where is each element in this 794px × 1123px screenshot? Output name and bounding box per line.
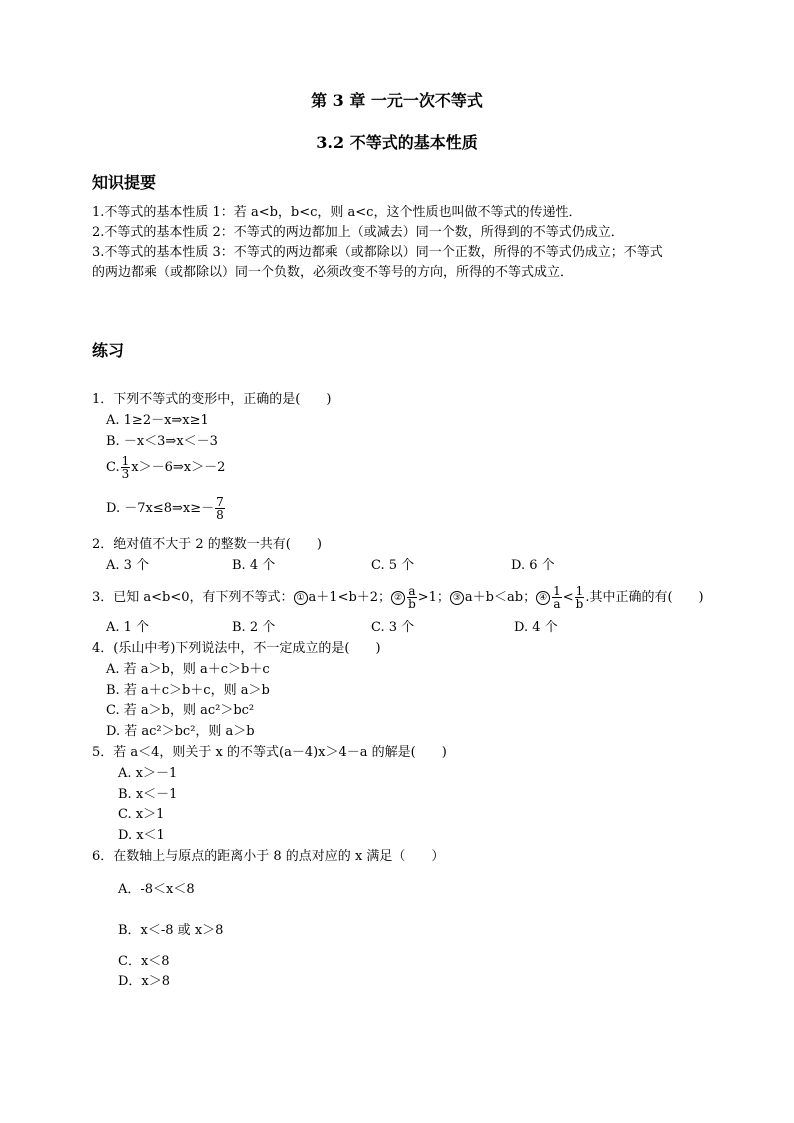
q6-option-b: B．x＜-8 或 x＞8 bbox=[118, 923, 224, 938]
q1-option-b: B. －x＜3⇒x＜－3 bbox=[106, 434, 218, 449]
q1-stem: 1．下列不等式的变形中，正确的是( ) bbox=[92, 392, 332, 407]
q1-option-c: C. $\frac{1}{3}$ x＞－6⇒x＞－2 bbox=[106, 454, 226, 481]
q3-option-a: A. 1 个 bbox=[106, 620, 150, 635]
q2-option-d: D. 6 个 bbox=[511, 558, 555, 573]
section-title: 3.2 不等式的基本性质 bbox=[316, 133, 478, 152]
knowledge-line-1: 1.不等式的基本性质 1：若 a<b，b<c，则 a<c，这个性质也叫做不等式的传递性． bbox=[92, 205, 582, 220]
q5-option-c: C. x＞1 bbox=[118, 807, 165, 822]
circled-number-4: ④ bbox=[536, 591, 550, 605]
q4-option-c: C. 若 a＞b，则 ac²＞bc² bbox=[106, 703, 255, 718]
q6-option-a: A．-8＜x＜8 bbox=[118, 882, 195, 897]
q6-option-d: D．x＞8 bbox=[118, 974, 171, 989]
knowledge-line-4: 的两边都乘（或都除以）同一个负数，必须改变不等号的方向，所得的不等式成立． bbox=[92, 265, 574, 280]
circled-number-3: ③ bbox=[450, 591, 464, 605]
circled-number-1: ① bbox=[294, 591, 308, 605]
q2-option-a: A. 3 个 bbox=[106, 558, 150, 573]
q5-option-b: B. x＜－1 bbox=[118, 787, 178, 802]
fraction-seven-eighths: $\frac{7}{8}$ bbox=[216, 495, 224, 522]
q5-option-d: D. x＜1 bbox=[118, 828, 165, 843]
q5-stem: 5．若 a＜4，则关于 x 的不等式(a－4)x＞4－a 的解是( ) bbox=[92, 745, 447, 760]
fraction-one-third: $\frac{1}{3}$ bbox=[121, 454, 130, 481]
practice-heading: 练习 bbox=[92, 341, 125, 360]
q5-option-a: A. x＞－1 bbox=[118, 766, 178, 781]
q2-option-b: B. 4 个 bbox=[232, 558, 276, 573]
q1-option-d: D. －7x≤8⇒x≥－ $\frac{7}{8}$ bbox=[106, 495, 224, 522]
fraction-a-over-b: $\frac{a}{b}$ bbox=[408, 584, 416, 611]
q2-option-c: C. 5 个 bbox=[371, 558, 415, 573]
q3-stem: 3．已知 a<b<0，有下列不等式： ① a＋1<b＋2； ② $\frac{a}{b}$ >1； ③ a＋b＜ab； ④ $\frac{1}{a}$ < $\frac{1}{b}$ .其中正确的有( ) bbox=[92, 584, 704, 611]
q6-option-c: C．x＜8 bbox=[118, 954, 170, 969]
knowledge-line-2: 2.不等式的基本性质 2：不等式的两边都加上（或减去）同一个数，所得到的不等式仍成立． bbox=[92, 225, 624, 240]
knowledge-line-3: 3.不等式的基本性质 3：不等式的两边都乘（或都除以）同一个正数，所得的不等式仍成立；不等式 bbox=[92, 245, 663, 260]
fraction-one-over-a: $\frac{1}{a}$ bbox=[553, 584, 561, 611]
q3-option-d: D. 4 个 bbox=[514, 620, 558, 635]
q2-stem: 2．绝对值不大于 2 的整数一共有( ) bbox=[92, 537, 322, 552]
q4-option-a: A. 若 a＞b，则 a＋c＞b＋c bbox=[106, 662, 270, 677]
q4-stem: 4．(乐山中考)下列说法中，不一定成立的是( ) bbox=[92, 641, 381, 656]
q3-option-c: C. 3 个 bbox=[371, 620, 415, 635]
chapter-title: 第 3 章 一元一次不等式 bbox=[311, 91, 483, 110]
q1-option-a: A. 1≥2－x⇒x≥1 bbox=[106, 413, 209, 428]
knowledge-heading: 知识提要 bbox=[92, 173, 157, 192]
q4-option-b: B. 若 a＋c＞b＋c，则 a＞b bbox=[106, 683, 270, 698]
q3-option-b: B. 2 个 bbox=[232, 620, 276, 635]
fraction-one-over-b: $\frac{1}{b}$ bbox=[575, 584, 584, 611]
circled-number-2: ② bbox=[391, 591, 405, 605]
q6-stem: 6．在数轴上与原点的距离小于 8 的点对应的 x 满足（ ） bbox=[92, 849, 445, 864]
q4-option-d: D. 若 ac²＞bc²，则 a＞b bbox=[106, 724, 255, 739]
